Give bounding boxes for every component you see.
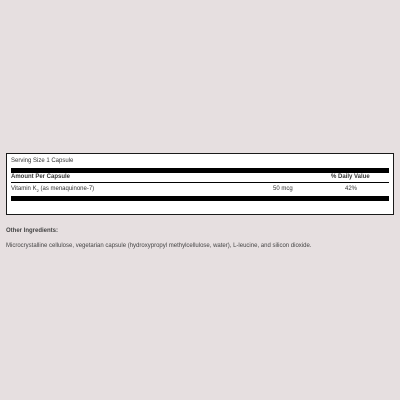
divider-thick-bottom [11, 196, 389, 201]
nutrient-name-subscript: 2 [36, 188, 39, 194]
serving-size: Serving Size 1 Capsule [11, 158, 74, 164]
nutrient-amount: 50 mcg [273, 186, 293, 192]
nutrient-row [11, 183, 389, 196]
supplement-facts-panel [6, 153, 394, 215]
other-ingredients-text: Microcrystalline cellulose, vegetarian capsule (hydroxypropyl methylcellulose, water), L-leucine, and silicon dioxide. [6, 243, 312, 249]
amount-per-capsule-header: Amount Per Capsule [11, 174, 71, 180]
nutrient-daily-value: 42% [345, 186, 358, 192]
nutrient-name [11, 183, 94, 196]
nutrient-name-suffix: (as menaquinone-7) [38, 186, 95, 192]
daily-value-header: % Daily Value [331, 174, 370, 180]
facts-header-row [11, 173, 389, 183]
other-ingredients-heading: Other Ingredients: [6, 228, 59, 234]
nutrient-name-prefix: Vitamin K [11, 186, 37, 192]
